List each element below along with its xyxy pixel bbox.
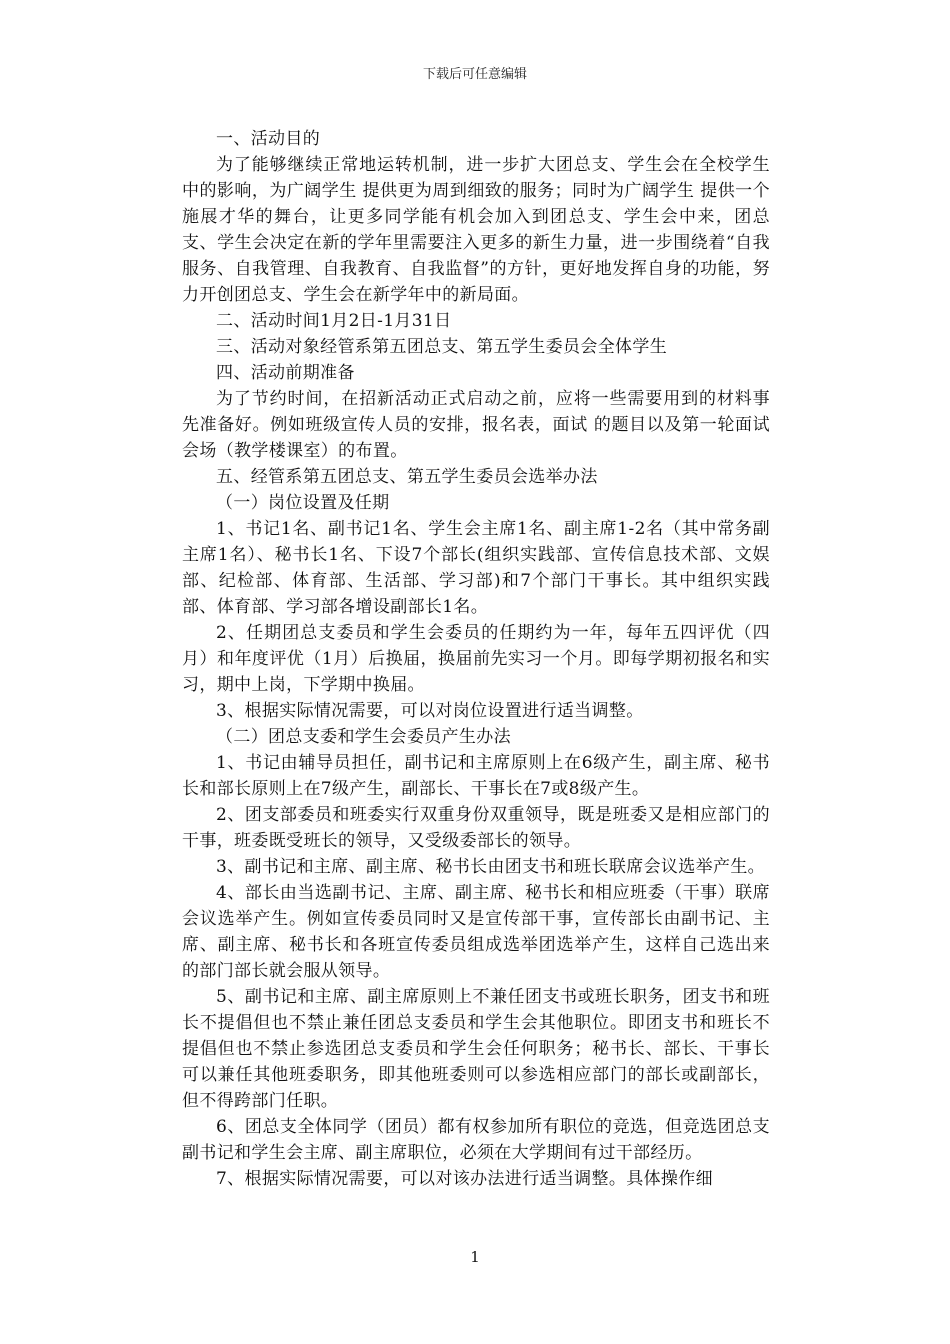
paragraph-positions-3: 3、根据实际情况需要，可以对岗位设置进行适当调整。 xyxy=(216,701,644,721)
page-header: 下载后可任意编辑 xyxy=(422,67,527,82)
paragraph-purpose: 为了能够继续正常地运转机制，进一步扩大团总支、学生会在全校学生中的影响，为广阔学生 提供更为周到细致的服务；同时为广阔学生 提供一个施展才华的舞台，让更多同学能有机会加入到团总支、学生会中来，团总支、学生会决定在新的学年里需要注入更多的新生力量，进一步围绕着“自我服务、自我管理、自我教育、自我监督”的方针，更好地发挥自身的功能，努力开创团总支、学生会在新学年中的新局面。 xyxy=(182,155,770,305)
paragraph-method-5: 5、副书记和主席、副主席原则上不兼任团支书或班长职务，团支书和班长不提倡但也不禁止兼任团总支委员和学生会其他职位。即团支书和班长不提倡但也不禁止参选团总支委员和学生会任何职务；秘书长、部长、干事长可以兼任其他班委职务，即其他班委则可以参选相应部门的部长或副部长，但不得跨部门任职。 xyxy=(182,987,770,1111)
paragraph-method-6: 6、团总支全体同学（团员）都有权参加所有职位的竞选，但竞选团总支副书记和学生会主席、副主席职位，必须在大学期间有过干部经历。 xyxy=(182,1117,770,1163)
heading-preparation: 四、活动前期准备 xyxy=(216,363,355,383)
page-number: 1 xyxy=(470,1248,480,1266)
paragraph-positions-2: 2、任期团总支委员和学生会委员的任期约为一年，每年五四评优（四月）和年度评优（1月）后换届，换届前先实习一个月。即每学期初报名和实习，期中上岗，下学期中换届。 xyxy=(182,623,770,695)
paragraph-positions-1: 1、书记1名、副书记1名、学生会主席1名、副主席1-2名（其中常务副主席1名）、秘书长1名、下设7个部长(组织实践部、宣传信息技术部、文娱部、纪检部、体育部、生活部、学习部)和7个部门干事长。其中组织实践部、体育部、学习部各增设副部长1名。 xyxy=(182,519,770,617)
paragraph-method-3: 3、副书记和主席、副主席、秘书长由团支书和班长联席会议选举产生。 xyxy=(216,857,766,877)
subheading-positions: （一）岗位设置及任期 xyxy=(216,493,390,513)
heading-purpose: 一、活动目的 xyxy=(216,129,321,149)
heading-target: 三、活动对象经管系第五团总支、第五学生委员会全体学生 xyxy=(216,337,668,357)
subheading-method: （二）团总支委和学生会委员产生办法 xyxy=(216,727,511,747)
paragraph-method-4: 4、部长由当选副书记、主席、副主席、秘书长和相应班委（干事）联席会议选举产生。例如宣传委员同时又是宣传部干事，宣传部长由副书记、主席、副主席、秘书长和各班宣传委员组成选举团选举产生，这样自己选出来的部门部长就会服从领导。 xyxy=(182,883,770,981)
heading-time: 二、活动时间1月2日-1月31日 xyxy=(216,311,452,331)
paragraph-method-7: 7、根据实际情况需要，可以对该办法进行适当调整。具体操作细 xyxy=(216,1169,713,1189)
paragraph-method-2: 2、团支部委员和班委实行双重身份双重领导，既是班委又是相应部门的干事，班委既受班长的领导，又受级委部长的领导。 xyxy=(182,805,770,851)
document-body xyxy=(182,126,770,1192)
heading-election: 五、经管系第五团总支、第五学生委员会选举办法 xyxy=(216,467,598,487)
paragraph-preparation: 为了节约时间，在招新活动正式启动之前，应将一些需要用到的材料事先准备好。例如班级宣传人员的安排，报名表，面试 的题目以及第一轮面试 会场（教学楼课室）的布置。 xyxy=(182,389,770,461)
paragraph-method-1: 1、书记由辅导员担任，副书记和主席原则上在6级产生，副主席、秘书长和部长原则上在7级产生，副部长、干事长在7或8级产生。 xyxy=(182,753,770,799)
